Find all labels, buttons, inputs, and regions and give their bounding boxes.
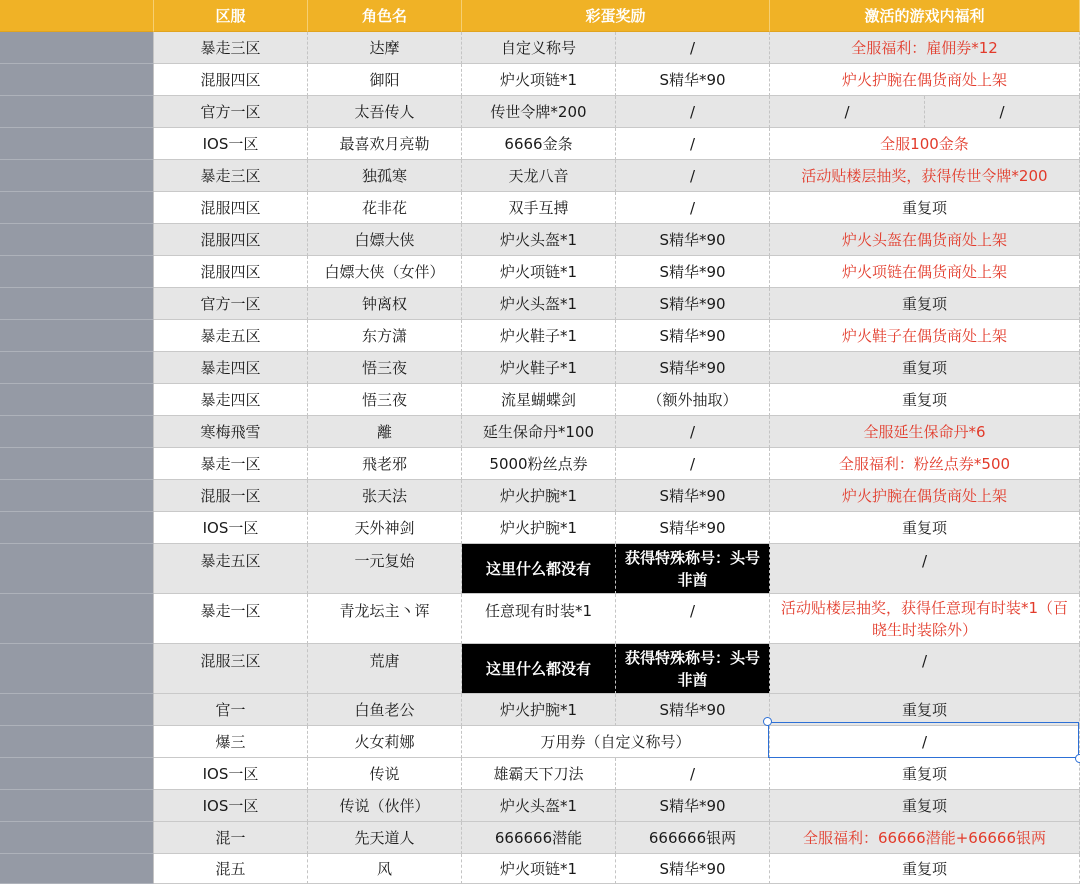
table-cell[interactable]: 花非花 — [308, 192, 462, 224]
table-cell[interactable]: 重复项 — [770, 790, 1080, 822]
table-cell[interactable]: 这里什么都没有 — [462, 544, 616, 594]
table-cell[interactable]: 炉火护腕在偶货商处上架 — [770, 480, 1080, 512]
selection-resize-handle[interactable] — [763, 717, 772, 726]
table-row — [0, 790, 1080, 822]
table-row — [0, 512, 1080, 544]
table-cell[interactable]: / — [616, 128, 770, 160]
table-row — [0, 128, 1080, 160]
table-cell[interactable]: 暴走五区 — [154, 320, 308, 352]
table-cell[interactable]: 炉火项链*1 — [462, 256, 616, 288]
table-cell[interactable]: 炉火头盔*1 — [462, 224, 616, 256]
table-cell[interactable]: 传说（伙伴） — [308, 790, 462, 822]
table-row — [0, 384, 1080, 416]
table-cell[interactable]: 天龙八音 — [462, 160, 616, 192]
table-cell[interactable]: 混服四区 — [154, 256, 308, 288]
table-cell[interactable]: 混服四区 — [154, 64, 308, 96]
table-cell[interactable]: 双手互搏 — [462, 192, 616, 224]
table-cell[interactable]: 暴走五区 — [154, 544, 308, 594]
table-cell[interactable]: 炉火项链*1 — [462, 64, 616, 96]
table-cell[interactable]: 混服四区 — [154, 192, 308, 224]
table-cell[interactable]: 6666金条 — [462, 128, 616, 160]
row-gutter[interactable] — [0, 288, 154, 320]
table-row — [0, 694, 1080, 726]
table-cell[interactable]: 悟三夜 — [308, 352, 462, 384]
table-cell[interactable]: 活动贴楼层抽奖，获得任意现有时装*1（百晓生时装除外） — [770, 594, 1080, 644]
table-cell[interactable]: 混服三区 — [154, 644, 308, 694]
table-cell[interactable]: 白嫖大侠（女伴） — [308, 256, 462, 288]
table-cell[interactable]: 全服福利：雇佣券*12 — [770, 32, 1080, 64]
table-cell[interactable]: 白嫖大侠 — [308, 224, 462, 256]
table-cell[interactable]: 全服福利：粉丝点券*500 — [770, 448, 1080, 480]
table-cell[interactable]: 官方一区 — [154, 288, 308, 320]
table-cell[interactable]: IOS一区 — [154, 128, 308, 160]
table-cell[interactable]: 东方潇 — [308, 320, 462, 352]
row-gutter[interactable] — [0, 854, 154, 884]
table-row — [0, 64, 1080, 96]
table-cell[interactable]: 重复项 — [770, 758, 1080, 790]
table-cell[interactable]: 流星蝴蝶剑 — [462, 384, 616, 416]
selection-resize-handle[interactable] — [1075, 754, 1080, 763]
table-cell[interactable]: 传世令牌*200 — [462, 96, 616, 128]
table-cell[interactable]: 混服一区 — [154, 480, 308, 512]
row-gutter[interactable] — [0, 416, 154, 448]
row-gutter[interactable] — [0, 96, 154, 128]
table-cell[interactable]: 混服四区 — [154, 224, 308, 256]
table-row — [0, 416, 1080, 448]
table-cell[interactable]: 活动贴楼层抽奖，获得传世令牌*200 — [770, 160, 1080, 192]
table-row — [0, 32, 1080, 64]
table-cell[interactable]: 太吾传人 — [308, 96, 462, 128]
table-cell[interactable]: IOS一区 — [154, 758, 308, 790]
table-cell[interactable]: 炉火护腕在偶货商处上架 — [770, 64, 1080, 96]
table-cell[interactable]: 风 — [308, 854, 462, 884]
table-row — [0, 480, 1080, 512]
table-cell[interactable]: 5000粉丝点券 — [462, 448, 616, 480]
row-gutter[interactable] — [0, 644, 154, 694]
table-cell[interactable]: S精华*90 — [616, 480, 770, 512]
table-cell[interactable]: 自定义称号 — [462, 32, 616, 64]
row-gutter[interactable] — [0, 512, 154, 544]
column-header[interactable]: 角色名 — [308, 0, 462, 32]
table-cell[interactable]: 重复项 — [770, 192, 1080, 224]
table-row — [0, 352, 1080, 384]
table-cell[interactable]: 钟离权 — [308, 288, 462, 320]
table-cell[interactable]: 白鱼老公 — [308, 694, 462, 726]
table-cell[interactable]: S精华*90 — [616, 288, 770, 320]
table-row — [0, 854, 1080, 884]
row-gutter[interactable] — [0, 694, 154, 726]
table-cell[interactable]: 延生保命丹*100 — [462, 416, 616, 448]
column-header[interactable]: 彩蛋奖励 — [462, 0, 770, 32]
table-cell[interactable]: S精华*90 — [616, 224, 770, 256]
table-cell[interactable]: 获得特殊称号：头号非酋 — [616, 644, 770, 694]
table-cell[interactable]: 悟三夜 — [308, 384, 462, 416]
table-cell[interactable]: / — [616, 758, 770, 790]
table-cell[interactable]: S精华*90 — [616, 320, 770, 352]
table-cell[interactable]: 666666潜能 — [462, 822, 616, 854]
table-cell[interactable]: 重复项 — [770, 512, 1080, 544]
table-row — [0, 726, 1080, 758]
table-cell[interactable]: 达摩 — [308, 32, 462, 64]
row-gutter[interactable] — [0, 480, 154, 512]
table-cell[interactable]: 获得特殊称号：头号非酋 — [616, 544, 770, 594]
row-gutter[interactable] — [0, 320, 154, 352]
table-cell[interactable]: / — [925, 96, 1080, 128]
table-cell[interactable]: 青龙坛主丶诨 — [308, 594, 462, 644]
table-cell[interactable]: 暴走三区 — [154, 32, 308, 64]
table-cell[interactable]: 炉火鞋子*1 — [462, 352, 616, 384]
table-cell[interactable]: 全服延生保命丹*6 — [770, 416, 1080, 448]
table-cell[interactable]: 荒唐 — [308, 644, 462, 694]
table-cell[interactable]: 暴走四区 — [154, 384, 308, 416]
table-cell[interactable]: 炉火护腕*1 — [462, 480, 616, 512]
table-cell[interactable]: 全服100金条 — [770, 128, 1080, 160]
table-cell[interactable]: （额外抽取） — [616, 384, 770, 416]
table-cell[interactable]: S精华*90 — [616, 854, 770, 884]
row-gutter[interactable] — [0, 160, 154, 192]
table-cell[interactable]: 官一 — [154, 694, 308, 726]
row-gutter[interactable] — [0, 384, 154, 416]
table-cell[interactable]: 炉火头盔*1 — [462, 288, 616, 320]
table-cell[interactable]: / — [616, 96, 770, 128]
table-cell[interactable]: 御阳 — [308, 64, 462, 96]
table-row — [0, 320, 1080, 352]
table-row — [0, 448, 1080, 480]
row-gutter[interactable] — [0, 224, 154, 256]
row-gutter[interactable] — [0, 448, 154, 480]
row-gutter[interactable] — [0, 64, 154, 96]
table-cell[interactable]: / — [616, 192, 770, 224]
column-header[interactable]: 区服 — [154, 0, 308, 32]
table-cell[interactable]: 寒梅飛雪 — [154, 416, 308, 448]
table-cell[interactable]: 官方一区 — [154, 96, 308, 128]
table-row — [0, 544, 1080, 594]
table-cell[interactable]: 重复项 — [770, 694, 1080, 726]
table-cell[interactable]: 炉火护腕*1 — [462, 694, 616, 726]
table-cell[interactable]: 混一 — [154, 822, 308, 854]
table-cell[interactable]: / — [770, 726, 1080, 758]
table-cell[interactable]: / — [770, 544, 1080, 594]
table-row — [0, 822, 1080, 854]
table-row — [0, 288, 1080, 320]
row-gutter[interactable] — [0, 726, 154, 758]
table-cell[interactable]: IOS一区 — [154, 512, 308, 544]
table-cell[interactable]: 炉火头盔*1 — [462, 790, 616, 822]
table-cell[interactable]: 重复项 — [770, 352, 1080, 384]
table-cell[interactable]: S精华*90 — [616, 512, 770, 544]
table-cell[interactable]: 666666银两 — [616, 822, 770, 854]
table-cell[interactable]: S精华*90 — [616, 64, 770, 96]
table-cell[interactable]: S精华*90 — [616, 256, 770, 288]
table-cell[interactable]: 飛老邪 — [308, 448, 462, 480]
table-cell[interactable]: 重复项 — [770, 288, 1080, 320]
row-gutter[interactable] — [0, 790, 154, 822]
table-cell[interactable]: 離 — [308, 416, 462, 448]
table-cell[interactable]: 暴走三区 — [154, 160, 308, 192]
table-cell[interactable]: 重复项 — [770, 854, 1080, 884]
table-cell[interactable]: 先天道人 — [308, 822, 462, 854]
table-cell[interactable]: / — [616, 160, 770, 192]
header-row — [0, 0, 1080, 32]
table-cell[interactable]: 最喜欢月亮勒 — [308, 128, 462, 160]
table-cell[interactable]: 火女莉娜 — [308, 726, 462, 758]
row-gutter[interactable] — [0, 32, 154, 64]
table-row — [0, 758, 1080, 790]
table-cell[interactable]: 炉火护腕*1 — [462, 512, 616, 544]
table-row — [0, 256, 1080, 288]
table-cell[interactable]: 暴走一区 — [154, 594, 308, 644]
row-gutter[interactable] — [0, 822, 154, 854]
table-cell[interactable]: / — [616, 448, 770, 480]
row-gutter[interactable] — [0, 352, 154, 384]
table-row — [0, 192, 1080, 224]
table-cell[interactable]: / — [770, 644, 1080, 694]
table-cell[interactable]: / — [616, 32, 770, 64]
row-gutter[interactable] — [0, 256, 154, 288]
table-cell[interactable]: 传说 — [308, 758, 462, 790]
table-cell[interactable]: / — [616, 416, 770, 448]
table-cell[interactable]: 暴走一区 — [154, 448, 308, 480]
table-cell[interactable]: 一元复始 — [308, 544, 462, 594]
table-cell[interactable]: 任意现有时装*1 — [462, 594, 616, 644]
table-cell[interactable]: S精华*90 — [616, 790, 770, 822]
row-gutter[interactable] — [0, 128, 154, 160]
table-cell[interactable]: 炉火项链*1 — [462, 854, 616, 884]
row-gutter[interactable] — [0, 0, 154, 32]
table-cell[interactable]: S精华*90 — [616, 694, 770, 726]
table-cell[interactable]: 暴走四区 — [154, 352, 308, 384]
table-row — [0, 96, 1080, 128]
row-gutter[interactable] — [0, 544, 154, 594]
table-cell[interactable]: 全服福利：66666潜能+66666银两 — [770, 822, 1080, 854]
table-cell[interactable]: 炉火项链在偶货商处上架 — [770, 256, 1080, 288]
table-cell[interactable]: 重复项 — [770, 384, 1080, 416]
column-header[interactable]: 激活的游戏内福利 — [770, 0, 1080, 32]
table-cell[interactable]: 炉火鞋子*1 — [462, 320, 616, 352]
table-row — [0, 594, 1080, 644]
table-cell[interactable]: / — [616, 594, 770, 644]
row-gutter[interactable] — [0, 594, 154, 644]
row-gutter[interactable] — [0, 758, 154, 790]
table-cell[interactable]: 爆三 — [154, 726, 308, 758]
table-cell[interactable]: 万用券（自定义称号） — [462, 726, 770, 758]
table-cell[interactable]: 独孤寒 — [308, 160, 462, 192]
table-cell[interactable]: 炉火鞋子在偶货商处上架 — [770, 320, 1080, 352]
table-cell[interactable]: 混五 — [154, 854, 308, 884]
table-cell[interactable]: / — [770, 96, 925, 128]
table-cell[interactable]: 天外神剑 — [308, 512, 462, 544]
table-row — [0, 644, 1080, 694]
table-cell[interactable]: IOS一区 — [154, 790, 308, 822]
table-cell[interactable]: 雄霸天下刀法 — [462, 758, 616, 790]
table-row — [0, 160, 1080, 192]
row-gutter[interactable] — [0, 192, 154, 224]
table-cell[interactable]: 张天法 — [308, 480, 462, 512]
table-row — [0, 224, 1080, 256]
table-cell[interactable]: S精华*90 — [616, 352, 770, 384]
table-cell[interactable]: 炉火头盔在偶货商处上架 — [770, 224, 1080, 256]
table-cell[interactable]: 这里什么都没有 — [462, 644, 616, 694]
